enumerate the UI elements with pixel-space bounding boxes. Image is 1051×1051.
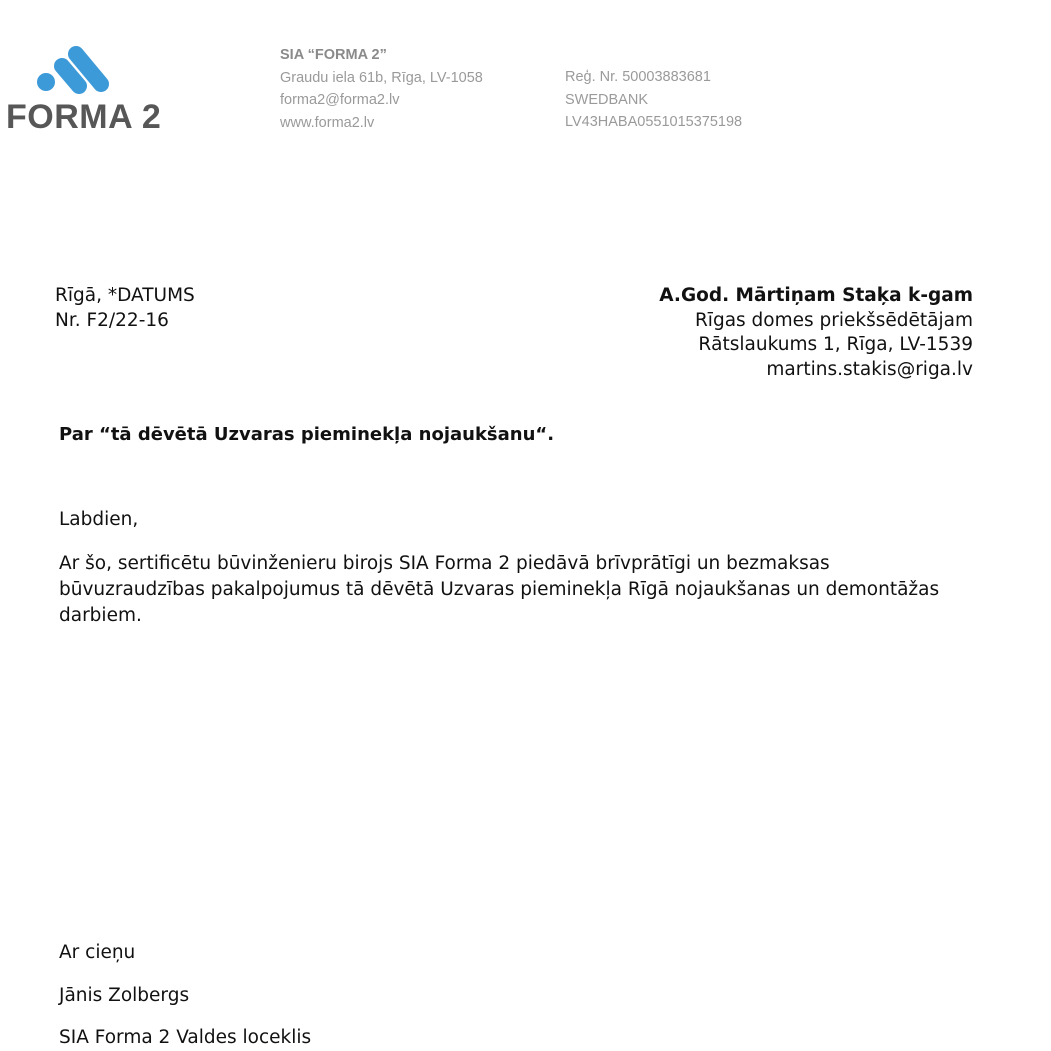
signer-title: SIA Forma 2 Valdes loceklis (59, 1027, 312, 1048)
place-and-date (55, 284, 195, 333)
closing: Ar cieņu (59, 942, 136, 963)
letter-body: Ar šo, sertificētu būvinženieru birojs SIA Forma 2 piedāvā brīvprātīgi un bezmaksas būvuzraudzības pakalpojumus tā dēvētā Uzvaras pieminekļa Rīgā nojaukšanas un demontāžas darbiem. (59, 553, 940, 626)
recipient-title: Rīgas domes priekšsēdētājam (694, 309, 973, 331)
company-website: www.forma2.lv (280, 114, 375, 131)
letter-number: Nr. F2/22-16 (55, 309, 169, 331)
logo-mark-icon (6, 44, 166, 96)
company-name: SIA “FORMA 2” (280, 47, 387, 63)
bank-name: SWEDBANK (565, 91, 648, 108)
bank-info (565, 66, 742, 134)
recipient-block (659, 284, 973, 382)
greeting: Labdien, (59, 509, 139, 530)
logo-text: FORMA 2 (6, 98, 162, 136)
company-logo (6, 44, 166, 140)
recipient-name: A.God. Mārtiņam Staķa k-gam (659, 285, 973, 306)
company-email: forma2@forma2.lv (280, 92, 400, 108)
place-date-line: Rīgā, *DATUMS (55, 285, 195, 306)
recipient-email: martins.stakis@riga.lv (766, 358, 973, 380)
recipient-address: Rātslaukums 1, Rīga, LV-1539 (698, 334, 973, 355)
company-info (280, 44, 483, 134)
bank-account: LV43HABA0551015375198 (565, 114, 743, 130)
registration-number: Reģ. Nr. 50003883681 (565, 69, 711, 85)
company-address: Graudu iela 61b, Rīga, LV-1058 (280, 69, 483, 86)
signer-name: Jānis Zolbergs (59, 985, 190, 1006)
letter-subject: Par “tā dēvētā Uzvaras pieminekļa nojaukšanu“. (59, 424, 555, 445)
